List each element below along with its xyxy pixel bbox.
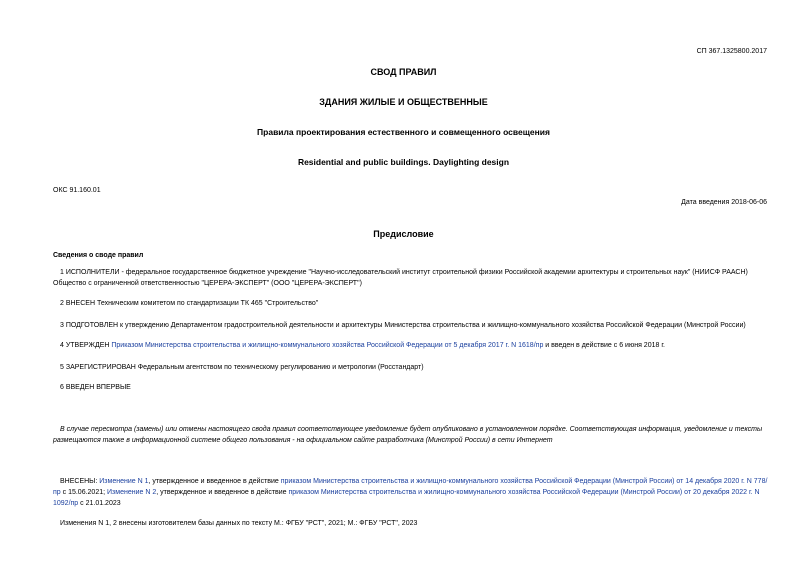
order-link[interactable]: Приказом Министерства строительства и жилищно-коммунального хозяйства Российской Федерации от 5 декабря 2017 г. N 1618/пр [111, 342, 544, 349]
order-1092-link[interactable]: приказом Министерства строительства и жилищно-коммунального хозяйства Российской Федерации (Минстрой России) от 20 декабря 2022 г. N 1092/пр [53, 489, 760, 507]
item-1-text: 1 ИСПОЛНИТЕЛИ - федеральное государственное бюджетное учреждение "Научно-исследовательский институт строительной физики Российской академии архитектуры и строительных наук" (НИИСФ РААСН) Общество с ограниченной ответственностью "ЦЕРЕРА-ЭКСПЕРТ" (ООО "ЦЕРЕРА-ЭКСПЕРТ") [53, 269, 748, 287]
item-4 [53, 340, 769, 351]
item-1 [53, 267, 769, 289]
item-2 [53, 298, 769, 309]
changes-prefix: ВНЕСЕНЫ: [60, 478, 100, 485]
item-6-text: 6 ВВЕДЕН ВПЕРВЫЕ [60, 384, 131, 391]
changes-text-3: с 15.06.2021; [60, 489, 108, 496]
item-4-prefix: 4 УТВЕРЖДЕН [60, 342, 112, 349]
notice-text: В случае пересмотра (замены) или отмены настоящего свода правил соответствующее уведомление будет опубликовано в установленном порядке. Соответствующая информация, уведомление и тексты размещаются также в информационной системе общего пользования - на официальном сайте разработчика (Минстрой России) в сети Интернет [53, 426, 763, 444]
document-code: СП 367.1325800.2017 [696, 48, 767, 55]
changes-text-5: с 21.01.2023 [78, 500, 121, 507]
preface-heading: Предисловие [373, 229, 434, 239]
change-2-link[interactable]: Изменение N 2 [107, 489, 157, 496]
change-1-link[interactable]: Изменение N 1 [99, 478, 149, 485]
footer-note-text: Изменения N 1, 2 внесены изготовителем базы данных по тексту М.: ФГБУ "РСТ", 2021; М.: ФГБУ "РСТ", 2023 [60, 520, 418, 527]
item-4-suffix: и введен в действие с 6 июня 2018 г. [543, 342, 665, 349]
item-3-text: 3 ПОДГОТОВЛЕН к утверждению Департаментом градостроительной деятельности и архитектуры Министерства строительства и жилищно-коммунального хозяйства Российской Федерации (Минстрой России) [60, 322, 746, 329]
item-2-text: 2 ВНЕСЕН Техническим комитетом по стандартизации ТК 465 "Строительство" [60, 300, 319, 307]
info-heading: Сведения о своде правил [53, 252, 144, 259]
changes-paragraph [53, 476, 769, 509]
rules-title: Правила проектирования естественного и совмещенного освещения [257, 127, 550, 137]
changes-text-4: , утвержденное и введенное в действие [156, 489, 289, 496]
item-3 [53, 320, 769, 331]
item-5 [53, 362, 769, 373]
item-5-text: 5 ЗАРЕГИСТРИРОВАН Федеральным агентством по техническому регулированию и метрологии (Росстандарт) [60, 364, 424, 371]
notice-paragraph [53, 424, 769, 446]
changes-text-2: , утвержденное и введенное в действие [148, 478, 281, 485]
english-title: Residential and public buildings. Daylighting design [297, 157, 510, 167]
oks-code: ОКС 91.160.01 [53, 187, 101, 194]
footer-note [53, 518, 769, 529]
document-title: СВОД ПРАВИЛ [370, 67, 437, 77]
order-778-link[interactable]: приказом Министерства строительства и жилищно-коммунального хозяйства Российской Федерации (Минстрой России) от 14 декабря 2020 г. N 778/пр [53, 478, 768, 496]
document-subtitle: ЗДАНИЯ ЖИЛЫЕ И ОБЩЕСТВЕННЫЕ [319, 97, 488, 107]
item-6 [53, 382, 769, 393]
intro-date: Дата введения 2018-06-06 [681, 199, 767, 206]
